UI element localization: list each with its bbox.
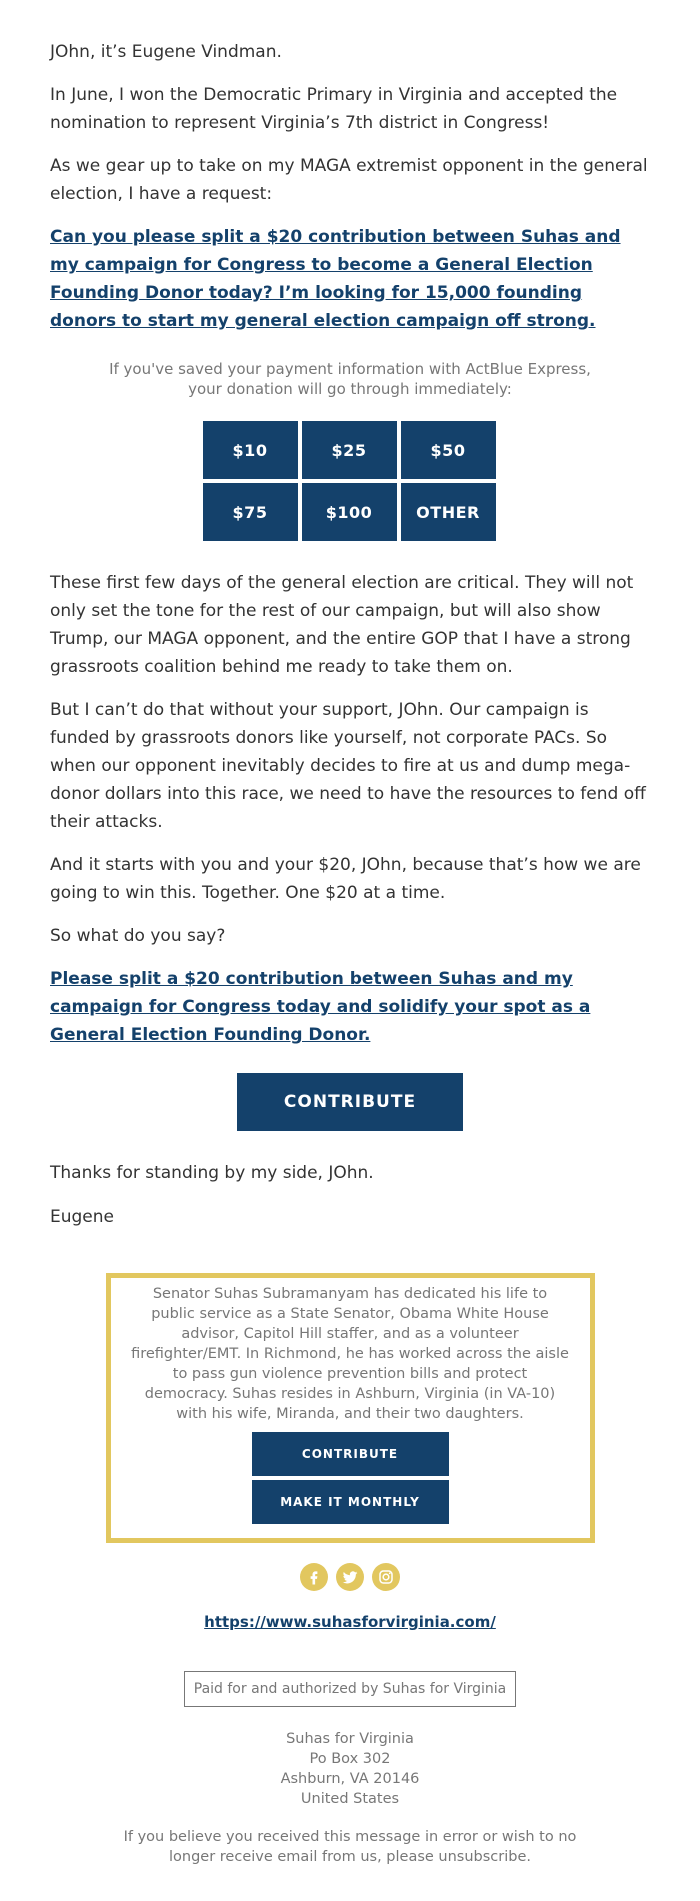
address-line-country: United States (300, 1791, 400, 1807)
candidate-bio-box (106, 1273, 595, 1543)
make-it-monthly-button[interactable]: MAKE IT MONTHLY (252, 1480, 449, 1524)
greeting: JOhn, it’s Eugene Vindman. (50, 42, 282, 62)
donate-25-button[interactable]: $25 (302, 421, 397, 479)
donate-other-button[interactable]: OTHER (401, 483, 496, 541)
donate-50-button[interactable]: $50 (401, 421, 496, 479)
signature: Eugene (50, 1207, 114, 1227)
candidate-bio: Senator Suhas Subramanyam has dedicated his life to public service as a State Senator, Obama White House advisor, Capitol Hill staffer, and as a volunteer firefighter/EMT. In Richmond, he has worked across the aisle to pass gun violence prevention bills and protect democracy. Suhas resides in Ashburn, Virginia (in VA-10) with his wife, Miranda, and their two daughters. (131, 1286, 569, 1422)
donate-100-button[interactable]: $100 (302, 483, 397, 541)
paid-for-disclaimer: Paid for and authorized by Suhas for Virginia (184, 1671, 516, 1707)
contribute-button[interactable]: CONTRIBUTE (237, 1073, 463, 1131)
bio-contribute-button[interactable]: CONTRIBUTE (252, 1432, 449, 1476)
instagram-icon[interactable] (372, 1563, 400, 1591)
address-line-org: Suhas for Virginia (286, 1731, 414, 1747)
facebook-icon[interactable] (300, 1563, 328, 1591)
actblue-express-note: If you've saved your payment information with ActBlue Express, your donation will go through immediately: (109, 360, 591, 398)
donate-75-button[interactable]: $75 (203, 483, 298, 541)
website-link[interactable]: https://www.suhasforvirginia.com/ (204, 1613, 496, 1631)
paragraph-grassroots: But I can’t do that without your support, JOhn. Our campaign is funded by grassroots donors like yourself, not corporate PACs. So when our opponent inevitably decides to fire at us and dump mega-donor dollars into this race, we need to have the resources to fend off their attacks. (50, 700, 646, 832)
mailing-address (50, 1729, 650, 1809)
paragraph-critical-days: These first few days of the general election are critical. They will not only set the tone for the rest of our campaign, but will also show Trump, our MAGA opponent, and the entire GOP that I have a strong grassroots coalition behind me ready to take them on. (50, 573, 634, 677)
paragraph-primary-win: In June, I won the Democratic Primary in Virginia and accepted the nomination to represent Virginia’s 7th district in Congress! (50, 85, 618, 133)
split-contribution-link[interactable]: Please split a $20 contribution between Suhas and my campaign for Congress today and solidify your spot as a General Election Founding Donor. (50, 969, 591, 1045)
founding-donor-link[interactable]: Can you please split a $20 contribution between Suhas and my campaign for Congress to become a General Election Founding Donor today? I’m looking for 15,000 founding donors to start my general election campaign off strong. (50, 227, 621, 331)
thanks-line: Thanks for standing by my side, JOhn. (50, 1163, 374, 1183)
address-line-box: Po Box 302 (309, 1751, 391, 1767)
email-body (50, 0, 650, 1867)
paragraph-request: As we gear up to take on my MAGA extremist opponent in the general election, I have a request: (50, 156, 648, 204)
address-line-city: Ashburn, VA 20146 (280, 1771, 420, 1787)
twitter-icon[interactable] (336, 1563, 364, 1591)
donate-10-button[interactable]: $10 (203, 421, 298, 479)
donation-amount-grid (203, 421, 498, 541)
unsubscribe-notice[interactable]: If you believe you received this message in error or wish to no longer receive email from us, please unsubscribe. (123, 1829, 577, 1865)
paragraph-one-at-a-time: And it starts with you and your $20, JOhn, because that’s how we are going to win this. Together. One $20 at a time. (50, 855, 641, 903)
social-links (50, 1563, 650, 1591)
paragraph-question: So what do you say? (50, 926, 226, 946)
